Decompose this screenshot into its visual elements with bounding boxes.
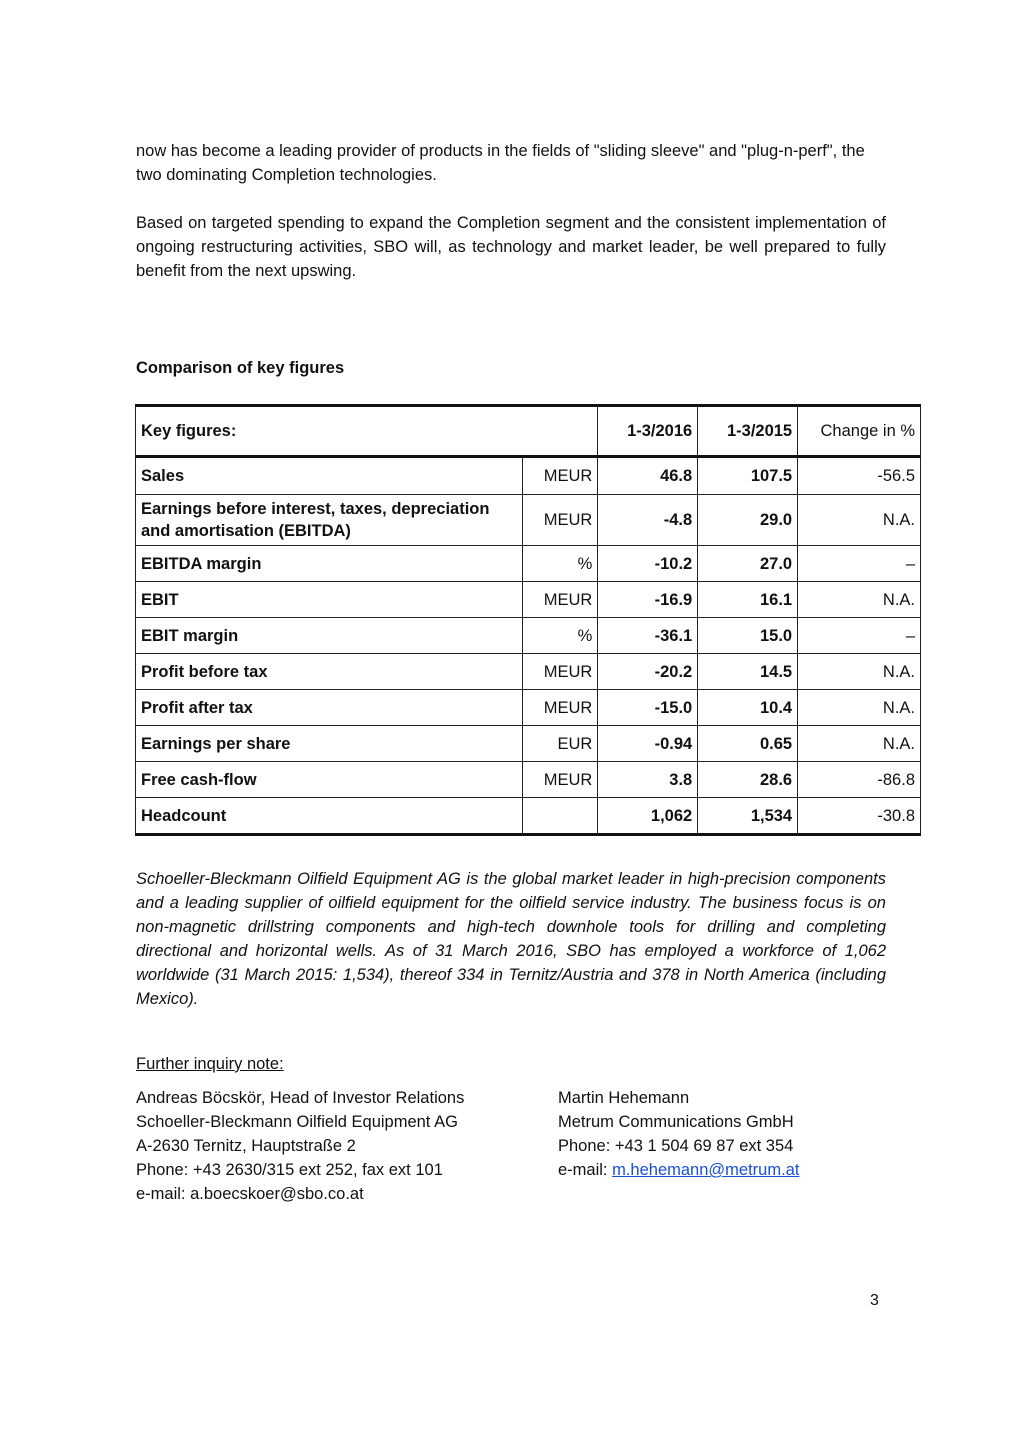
row-value-2015: 0.65 <box>698 726 798 762</box>
header-1-3-2016: 1-3/2016 <box>598 406 698 457</box>
table-row <box>136 495 921 546</box>
row-value-2015: 107.5 <box>698 457 798 495</box>
contact-address: A-2630 Ternitz, Hauptstraße 2 <box>136 1137 356 1155</box>
table-header-row <box>136 406 921 457</box>
row-change: N.A. <box>798 690 921 726</box>
row-change: -30.8 <box>798 798 921 835</box>
key-figures-table <box>135 404 921 836</box>
row-label: EBIT <box>136 582 523 618</box>
header-1-3-2015: 1-3/2015 <box>698 406 798 457</box>
row-label: Sales <box>136 457 523 495</box>
row-value-2015: 29.0 <box>698 495 798 546</box>
row-value-2016: -15.0 <box>598 690 698 726</box>
row-value-2016: 3.8 <box>598 762 698 798</box>
email-prefix: e-mail: <box>558 1161 613 1179</box>
header-key-figures: Key figures: <box>136 406 598 457</box>
row-unit: % <box>523 618 598 654</box>
row-change: – <box>798 546 921 582</box>
row-value-2015: 16.1 <box>698 582 798 618</box>
company-description: Schoeller-Bleckmann Oilfield Equipment AG is the global market leader in high-precision components and a leading supplier of oilfield equipment for the oilfield service industry. The business focus is on non-magnetic drillstring components and high-tech downhole tools for drilling and completing directional and horizontal wells. As of 31 March 2016, SBO has employed a workforce of 1,062 worldwide (31 March 2015: 1,534), thereof 334 in Ternitz/Austria and 378 in North America (including Mexico). <box>136 870 886 1008</box>
table-row <box>136 762 921 798</box>
header-change: Change in % <box>798 406 921 457</box>
row-unit: MEUR <box>523 654 598 690</box>
row-value-2016: -4.8 <box>598 495 698 546</box>
table-row <box>136 582 921 618</box>
row-unit: MEUR <box>523 762 598 798</box>
contact-investor-relations <box>136 1086 536 1206</box>
row-label: Free cash-flow <box>136 762 523 798</box>
contact-name: Martin Hehemann <box>558 1089 690 1107</box>
row-value-2016: -10.2 <box>598 546 698 582</box>
row-label: Profit before tax <box>136 654 523 690</box>
row-label: Headcount <box>136 798 523 835</box>
row-label: EBIT margin <box>136 618 523 654</box>
row-change: -86.8 <box>798 762 921 798</box>
row-change: – <box>798 618 921 654</box>
row-value-2015: 28.6 <box>698 762 798 798</box>
row-label: Earnings before interest, taxes, depreciation and amortisation (EBITDA) <box>136 495 523 546</box>
contact-metrum <box>558 1086 888 1182</box>
row-value-2016: -20.2 <box>598 654 698 690</box>
row-change: N.A. <box>798 654 921 690</box>
contact-company: Metrum Communications GmbH <box>558 1113 794 1131</box>
contact-name: Andreas Böcskör, Head of Investor Relations <box>136 1089 465 1107</box>
contact-email: e-mail: a.boecskoer@sbo.co.at <box>136 1185 364 1203</box>
table-row <box>136 690 921 726</box>
row-unit: EUR <box>523 726 598 762</box>
table-row <box>136 726 921 762</box>
table-row <box>136 798 921 835</box>
row-value-2016: 46.8 <box>598 457 698 495</box>
row-change: N.A. <box>798 726 921 762</box>
contact-phone: Phone: +43 2630/315 ext 252, fax ext 101 <box>136 1161 443 1179</box>
page-number: 3 <box>870 1292 879 1309</box>
row-value-2016: -16.9 <box>598 582 698 618</box>
row-unit: MEUR <box>523 690 598 726</box>
table-row <box>136 457 921 495</box>
row-value-2015: 27.0 <box>698 546 798 582</box>
row-change: N.A. <box>798 582 921 618</box>
row-change: N.A. <box>798 495 921 546</box>
contact-email-line <box>558 1158 888 1182</box>
row-unit: MEUR <box>523 457 598 495</box>
inquiry-heading: Further inquiry note: <box>136 1055 284 1073</box>
table-row <box>136 654 921 690</box>
row-value-2016: -36.1 <box>598 618 698 654</box>
row-value-2015: 14.5 <box>698 654 798 690</box>
contact-phone: Phone: +43 1 504 69 87 ext 354 <box>558 1137 794 1155</box>
row-unit: % <box>523 546 598 582</box>
row-unit: MEUR <box>523 582 598 618</box>
intro-paragraph-2: Based on targeted spending to expand the Completion segment and the consistent implementation of ongoing restructuring activities, SBO will, as technology and market leader, be well prepared to fully benefit from the next upswing. <box>136 214 886 280</box>
row-value-2015: 15.0 <box>698 618 798 654</box>
row-label: Profit after tax <box>136 690 523 726</box>
row-unit <box>523 798 598 835</box>
email-link[interactable]: m.hehemann@metrum.at <box>612 1161 800 1179</box>
row-value-2015: 10.4 <box>698 690 798 726</box>
section-title: Comparison of key figures <box>136 359 345 377</box>
row-value-2016: -0.94 <box>598 726 698 762</box>
row-value-2016: 1,062 <box>598 798 698 835</box>
row-label: EBITDA margin <box>136 546 523 582</box>
intro-paragraph-1: now has become a leading provider of products in the fields of "sliding sleeve" and "plug-n-perf", the two dominating Completion technologies. <box>136 142 865 184</box>
row-change: -56.5 <box>798 457 921 495</box>
table-row <box>136 618 921 654</box>
contact-company: Schoeller-Bleckmann Oilfield Equipment AG <box>136 1113 458 1131</box>
row-unit: MEUR <box>523 495 598 546</box>
row-label: Earnings per share <box>136 726 523 762</box>
row-value-2015: 1,534 <box>698 798 798 835</box>
table-row <box>136 546 921 582</box>
